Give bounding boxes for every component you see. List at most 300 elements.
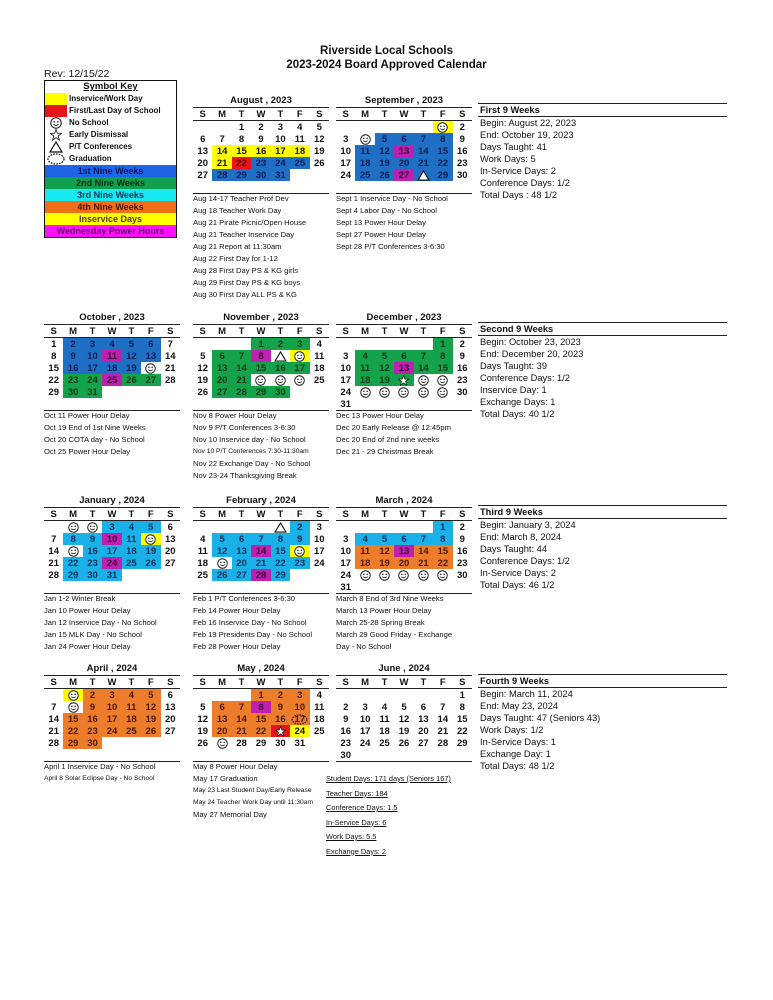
day-cell[interactable]	[453, 581, 472, 594]
day-cell[interactable]	[102, 533, 121, 545]
day-cell[interactable]	[336, 689, 355, 702]
day-cell[interactable]	[212, 701, 231, 713]
day-cell[interactable]	[232, 398, 251, 411]
day-cell[interactable]	[336, 157, 355, 169]
day-cell[interactable]	[102, 725, 121, 737]
day-cell[interactable]	[290, 569, 309, 581]
day-cell[interactable]	[212, 157, 231, 169]
day-cell[interactable]	[102, 386, 121, 398]
day-cell[interactable]	[355, 713, 374, 725]
day-cell[interactable]	[310, 386, 329, 398]
day-cell[interactable]	[251, 725, 270, 737]
day-cell[interactable]	[394, 362, 413, 374]
day-cell[interactable]	[63, 581, 82, 594]
day-cell[interactable]	[161, 725, 180, 737]
day-cell[interactable]	[122, 398, 141, 411]
day-cell[interactable]	[394, 133, 413, 145]
day-cell[interactable]	[212, 133, 231, 145]
day-cell[interactable]	[141, 749, 160, 762]
day-cell[interactable]	[271, 169, 290, 181]
day-cell[interactable]	[375, 533, 394, 545]
day-cell[interactable]	[433, 374, 452, 386]
day-cell[interactable]	[251, 557, 270, 569]
day-cell[interactable]	[310, 157, 329, 169]
day-cell[interactable]	[271, 557, 290, 569]
day-cell[interactable]	[336, 713, 355, 725]
day-cell[interactable]	[122, 350, 141, 362]
day-cell[interactable]	[193, 749, 212, 762]
day-cell[interactable]	[375, 398, 394, 411]
day-cell[interactable]	[232, 386, 251, 398]
day-cell[interactable]	[375, 749, 394, 762]
day-cell[interactable]	[44, 569, 63, 581]
day-cell[interactable]	[355, 157, 374, 169]
day-cell[interactable]	[212, 338, 231, 351]
day-cell[interactable]	[271, 521, 290, 534]
day-cell[interactable]	[271, 689, 290, 702]
day-cell[interactable]	[375, 338, 394, 351]
day-cell[interactable]	[63, 569, 82, 581]
day-cell[interactable]	[310, 374, 329, 386]
day-cell[interactable]	[271, 181, 290, 194]
day-cell[interactable]	[310, 749, 329, 762]
day-cell[interactable]	[193, 701, 212, 713]
day-cell[interactable]	[193, 521, 212, 534]
day-cell[interactable]	[271, 398, 290, 411]
day-cell[interactable]	[212, 398, 231, 411]
day-cell[interactable]	[63, 557, 82, 569]
day-cell[interactable]	[102, 749, 121, 762]
day-cell[interactable]	[102, 545, 121, 557]
day-cell[interactable]	[63, 689, 82, 702]
day-cell[interactable]	[83, 374, 102, 386]
day-cell[interactable]	[355, 749, 374, 762]
day-cell[interactable]	[122, 374, 141, 386]
day-cell[interactable]	[161, 713, 180, 725]
day-cell[interactable]	[394, 157, 413, 169]
day-cell[interactable]	[414, 169, 433, 181]
day-cell[interactable]	[271, 133, 290, 145]
day-cell[interactable]	[232, 133, 251, 145]
day-cell[interactable]	[394, 737, 413, 749]
day-cell[interactable]	[433, 521, 452, 534]
day-cell[interactable]	[122, 521, 141, 534]
day-cell[interactable]	[44, 737, 63, 749]
day-cell[interactable]	[63, 737, 82, 749]
day-cell[interactable]	[102, 521, 121, 534]
day-cell[interactable]	[375, 181, 394, 194]
day-cell[interactable]	[122, 569, 141, 581]
day-cell[interactable]	[232, 374, 251, 386]
day-cell[interactable]	[433, 157, 452, 169]
day-cell[interactable]	[433, 169, 452, 181]
day-cell[interactable]	[83, 557, 102, 569]
day-cell[interactable]	[102, 557, 121, 569]
day-cell[interactable]	[122, 557, 141, 569]
day-cell[interactable]	[290, 689, 309, 702]
day-cell[interactable]	[63, 749, 82, 762]
day-cell[interactable]	[271, 338, 290, 351]
day-cell[interactable]	[394, 338, 413, 351]
day-cell[interactable]	[394, 569, 413, 581]
day-cell[interactable]	[102, 713, 121, 725]
day-cell[interactable]	[251, 350, 270, 362]
day-cell[interactable]	[63, 701, 82, 713]
day-cell[interactable]	[161, 701, 180, 713]
day-cell[interactable]	[232, 350, 251, 362]
day-cell[interactable]	[232, 725, 251, 737]
day-cell[interactable]	[102, 338, 121, 351]
day-cell[interactable]	[83, 386, 102, 398]
day-cell[interactable]	[453, 362, 472, 374]
day-cell[interactable]	[193, 145, 212, 157]
day-cell[interactable]	[336, 133, 355, 145]
day-cell[interactable]	[355, 701, 374, 713]
day-cell[interactable]	[271, 533, 290, 545]
day-cell[interactable]	[83, 689, 102, 702]
day-cell[interactable]	[453, 145, 472, 157]
day-cell[interactable]	[290, 545, 309, 557]
day-cell[interactable]	[394, 557, 413, 569]
day-cell[interactable]	[212, 725, 231, 737]
day-cell[interactable]	[375, 350, 394, 362]
day-cell[interactable]	[290, 133, 309, 145]
day-cell[interactable]	[394, 689, 413, 702]
day-cell[interactable]	[414, 338, 433, 351]
day-cell[interactable]	[310, 350, 329, 362]
day-cell[interactable]	[290, 737, 309, 749]
day-cell[interactable]	[336, 725, 355, 737]
day-cell[interactable]	[232, 145, 251, 157]
day-cell[interactable]	[375, 157, 394, 169]
day-cell[interactable]	[271, 545, 290, 557]
day-cell[interactable]	[414, 121, 433, 134]
day-cell[interactable]	[251, 181, 270, 194]
day-cell[interactable]	[63, 362, 82, 374]
day-cell[interactable]	[394, 374, 413, 386]
day-cell[interactable]	[251, 169, 270, 181]
day-cell[interactable]	[212, 374, 231, 386]
day-cell[interactable]	[394, 181, 413, 194]
day-cell[interactable]	[414, 569, 433, 581]
day-cell[interactable]	[212, 350, 231, 362]
day-cell[interactable]	[394, 545, 413, 557]
day-cell[interactable]	[63, 398, 82, 411]
day-cell[interactable]	[161, 362, 180, 374]
day-cell[interactable]	[122, 581, 141, 594]
day-cell[interactable]	[453, 533, 472, 545]
day-cell[interactable]	[44, 581, 63, 594]
day-cell[interactable]	[336, 169, 355, 181]
day-cell[interactable]	[433, 713, 452, 725]
day-cell[interactable]	[375, 169, 394, 181]
day-cell[interactable]	[251, 713, 270, 725]
day-cell[interactable]	[310, 569, 329, 581]
day-cell[interactable]	[44, 725, 63, 737]
day-cell[interactable]	[414, 557, 433, 569]
day-cell[interactable]	[251, 737, 270, 749]
day-cell[interactable]	[336, 121, 355, 134]
day-cell[interactable]	[83, 701, 102, 713]
day-cell[interactable]	[271, 701, 290, 713]
day-cell[interactable]	[141, 557, 160, 569]
day-cell[interactable]	[63, 533, 82, 545]
day-cell[interactable]	[251, 581, 270, 594]
day-cell[interactable]	[433, 133, 452, 145]
day-cell[interactable]	[193, 350, 212, 362]
day-cell[interactable]	[433, 581, 452, 594]
day-cell[interactable]	[414, 725, 433, 737]
day-cell[interactable]	[251, 521, 270, 534]
day-cell[interactable]	[161, 737, 180, 749]
day-cell[interactable]	[251, 374, 270, 386]
day-cell[interactable]	[83, 725, 102, 737]
day-cell[interactable]	[336, 398, 355, 411]
day-cell[interactable]	[251, 145, 270, 157]
day-cell[interactable]	[433, 181, 452, 194]
day-cell[interactable]	[193, 181, 212, 194]
day-cell[interactable]	[212, 737, 231, 749]
day-cell[interactable]	[414, 133, 433, 145]
day-cell[interactable]	[161, 749, 180, 762]
day-cell[interactable]	[290, 157, 309, 169]
day-cell[interactable]	[212, 749, 231, 762]
day-cell[interactable]	[375, 557, 394, 569]
day-cell[interactable]	[310, 581, 329, 594]
day-cell[interactable]	[336, 557, 355, 569]
day-cell[interactable]	[232, 701, 251, 713]
day-cell[interactable]	[433, 749, 452, 762]
day-cell[interactable]	[394, 521, 413, 534]
day-cell[interactable]	[375, 521, 394, 534]
day-cell[interactable]	[212, 581, 231, 594]
day-cell[interactable]	[44, 713, 63, 725]
day-cell[interactable]	[232, 569, 251, 581]
day-cell[interactable]	[122, 362, 141, 374]
day-cell[interactable]	[83, 362, 102, 374]
day-cell[interactable]	[271, 350, 290, 362]
day-cell[interactable]	[310, 521, 329, 534]
day-cell[interactable]	[310, 701, 329, 713]
day-cell[interactable]	[141, 569, 160, 581]
day-cell[interactable]	[310, 737, 329, 749]
day-cell[interactable]	[336, 386, 355, 398]
day-cell[interactable]	[141, 545, 160, 557]
day-cell[interactable]	[453, 169, 472, 181]
day-cell[interactable]	[290, 386, 309, 398]
day-cell[interactable]	[102, 581, 121, 594]
day-cell[interactable]	[433, 557, 452, 569]
day-cell[interactable]	[141, 737, 160, 749]
day-cell[interactable]	[271, 157, 290, 169]
day-cell[interactable]	[414, 386, 433, 398]
day-cell[interactable]	[63, 725, 82, 737]
day-cell[interactable]	[290, 581, 309, 594]
day-cell[interactable]	[375, 737, 394, 749]
day-cell[interactable]	[44, 362, 63, 374]
day-cell[interactable]	[161, 557, 180, 569]
day-cell[interactable]	[414, 581, 433, 594]
day-cell[interactable]	[271, 374, 290, 386]
day-cell[interactable]	[251, 362, 270, 374]
day-cell[interactable]	[141, 350, 160, 362]
day-cell[interactable]	[394, 701, 413, 713]
day-cell[interactable]	[161, 569, 180, 581]
day-cell[interactable]	[212, 533, 231, 545]
day-cell[interactable]	[453, 386, 472, 398]
day-cell[interactable]	[290, 557, 309, 569]
day-cell[interactable]	[310, 725, 329, 737]
day-cell[interactable]	[336, 737, 355, 749]
day-cell[interactable]	[414, 362, 433, 374]
day-cell[interactable]	[375, 569, 394, 581]
day-cell[interactable]	[453, 521, 472, 534]
day-cell[interactable]	[310, 133, 329, 145]
day-cell[interactable]	[141, 533, 160, 545]
day-cell[interactable]	[271, 386, 290, 398]
day-cell[interactable]	[102, 350, 121, 362]
day-cell[interactable]	[102, 374, 121, 386]
day-cell[interactable]	[44, 374, 63, 386]
day-cell[interactable]	[44, 689, 63, 702]
day-cell[interactable]	[394, 533, 413, 545]
day-cell[interactable]	[83, 713, 102, 725]
day-cell[interactable]	[336, 581, 355, 594]
day-cell[interactable]	[251, 533, 270, 545]
day-cell[interactable]	[232, 581, 251, 594]
day-cell[interactable]	[336, 521, 355, 534]
day-cell[interactable]	[453, 181, 472, 194]
day-cell[interactable]	[271, 725, 290, 737]
day-cell[interactable]	[453, 133, 472, 145]
day-cell[interactable]	[453, 713, 472, 725]
day-cell[interactable]	[232, 157, 251, 169]
day-cell[interactable]	[453, 338, 472, 351]
day-cell[interactable]	[271, 569, 290, 581]
day-cell[interactable]	[433, 545, 452, 557]
day-cell[interactable]	[44, 749, 63, 762]
day-cell[interactable]	[251, 338, 270, 351]
day-cell[interactable]	[433, 689, 452, 702]
day-cell[interactable]	[414, 533, 433, 545]
day-cell[interactable]	[336, 338, 355, 351]
day-cell[interactable]	[310, 121, 329, 134]
day-cell[interactable]	[453, 121, 472, 134]
day-cell[interactable]	[375, 362, 394, 374]
day-cell[interactable]	[232, 749, 251, 762]
day-cell[interactable]	[251, 545, 270, 557]
day-cell[interactable]	[355, 133, 374, 145]
day-cell[interactable]	[453, 350, 472, 362]
day-cell[interactable]	[310, 398, 329, 411]
day-cell[interactable]	[414, 157, 433, 169]
day-cell[interactable]	[122, 533, 141, 545]
day-cell[interactable]	[44, 533, 63, 545]
day-cell[interactable]	[336, 701, 355, 713]
day-cell[interactable]	[63, 350, 82, 362]
day-cell[interactable]	[141, 521, 160, 534]
day-cell[interactable]	[122, 386, 141, 398]
day-cell[interactable]	[102, 362, 121, 374]
day-cell[interactable]	[251, 398, 270, 411]
day-cell[interactable]	[414, 521, 433, 534]
day-cell[interactable]	[355, 569, 374, 581]
day-cell[interactable]	[355, 581, 374, 594]
day-cell[interactable]	[193, 581, 212, 594]
day-cell[interactable]	[232, 533, 251, 545]
day-cell[interactable]	[375, 545, 394, 557]
day-cell[interactable]	[375, 725, 394, 737]
day-cell[interactable]	[44, 338, 63, 351]
day-cell[interactable]	[290, 701, 309, 713]
day-cell[interactable]	[44, 398, 63, 411]
day-cell[interactable]	[122, 737, 141, 749]
day-cell[interactable]	[271, 749, 290, 762]
day-cell[interactable]	[63, 374, 82, 386]
day-cell[interactable]	[433, 145, 452, 157]
day-cell[interactable]	[355, 374, 374, 386]
day-cell[interactable]	[375, 133, 394, 145]
day-cell[interactable]	[102, 689, 121, 702]
day-cell[interactable]	[433, 350, 452, 362]
day-cell[interactable]	[290, 145, 309, 157]
day-cell[interactable]	[63, 713, 82, 725]
day-cell[interactable]	[433, 725, 452, 737]
day-cell[interactable]	[453, 557, 472, 569]
day-cell[interactable]	[453, 569, 472, 581]
day-cell[interactable]	[232, 121, 251, 134]
day-cell[interactable]	[355, 521, 374, 534]
day-cell[interactable]	[161, 581, 180, 594]
day-cell[interactable]	[355, 533, 374, 545]
day-cell[interactable]	[63, 545, 82, 557]
day-cell[interactable]	[44, 545, 63, 557]
day-cell[interactable]	[83, 569, 102, 581]
day-cell[interactable]	[212, 386, 231, 398]
day-cell[interactable]	[102, 398, 121, 411]
day-cell[interactable]	[310, 689, 329, 702]
day-cell[interactable]	[193, 557, 212, 569]
day-cell[interactable]	[102, 701, 121, 713]
day-cell[interactable]	[193, 689, 212, 702]
day-cell[interactable]	[122, 545, 141, 557]
day-cell[interactable]	[433, 569, 452, 581]
day-cell[interactable]	[44, 350, 63, 362]
day-cell[interactable]	[161, 398, 180, 411]
day-cell[interactable]	[251, 121, 270, 134]
day-cell[interactable]	[102, 569, 121, 581]
day-cell[interactable]	[414, 689, 433, 702]
day-cell[interactable]	[161, 386, 180, 398]
day-cell[interactable]	[212, 521, 231, 534]
day-cell[interactable]	[453, 701, 472, 713]
day-cell[interactable]	[394, 386, 413, 398]
day-cell[interactable]	[161, 689, 180, 702]
day-cell[interactable]	[414, 713, 433, 725]
day-cell[interactable]	[375, 145, 394, 157]
day-cell[interactable]	[212, 545, 231, 557]
day-cell[interactable]	[83, 521, 102, 534]
day-cell[interactable]	[355, 386, 374, 398]
day-cell[interactable]	[251, 689, 270, 702]
day-cell[interactable]	[310, 169, 329, 181]
day-cell[interactable]	[271, 121, 290, 134]
day-cell[interactable]	[232, 689, 251, 702]
day-cell[interactable]	[394, 725, 413, 737]
day-cell[interactable]	[414, 398, 433, 411]
day-cell[interactable]	[141, 689, 160, 702]
day-cell[interactable]	[355, 121, 374, 134]
